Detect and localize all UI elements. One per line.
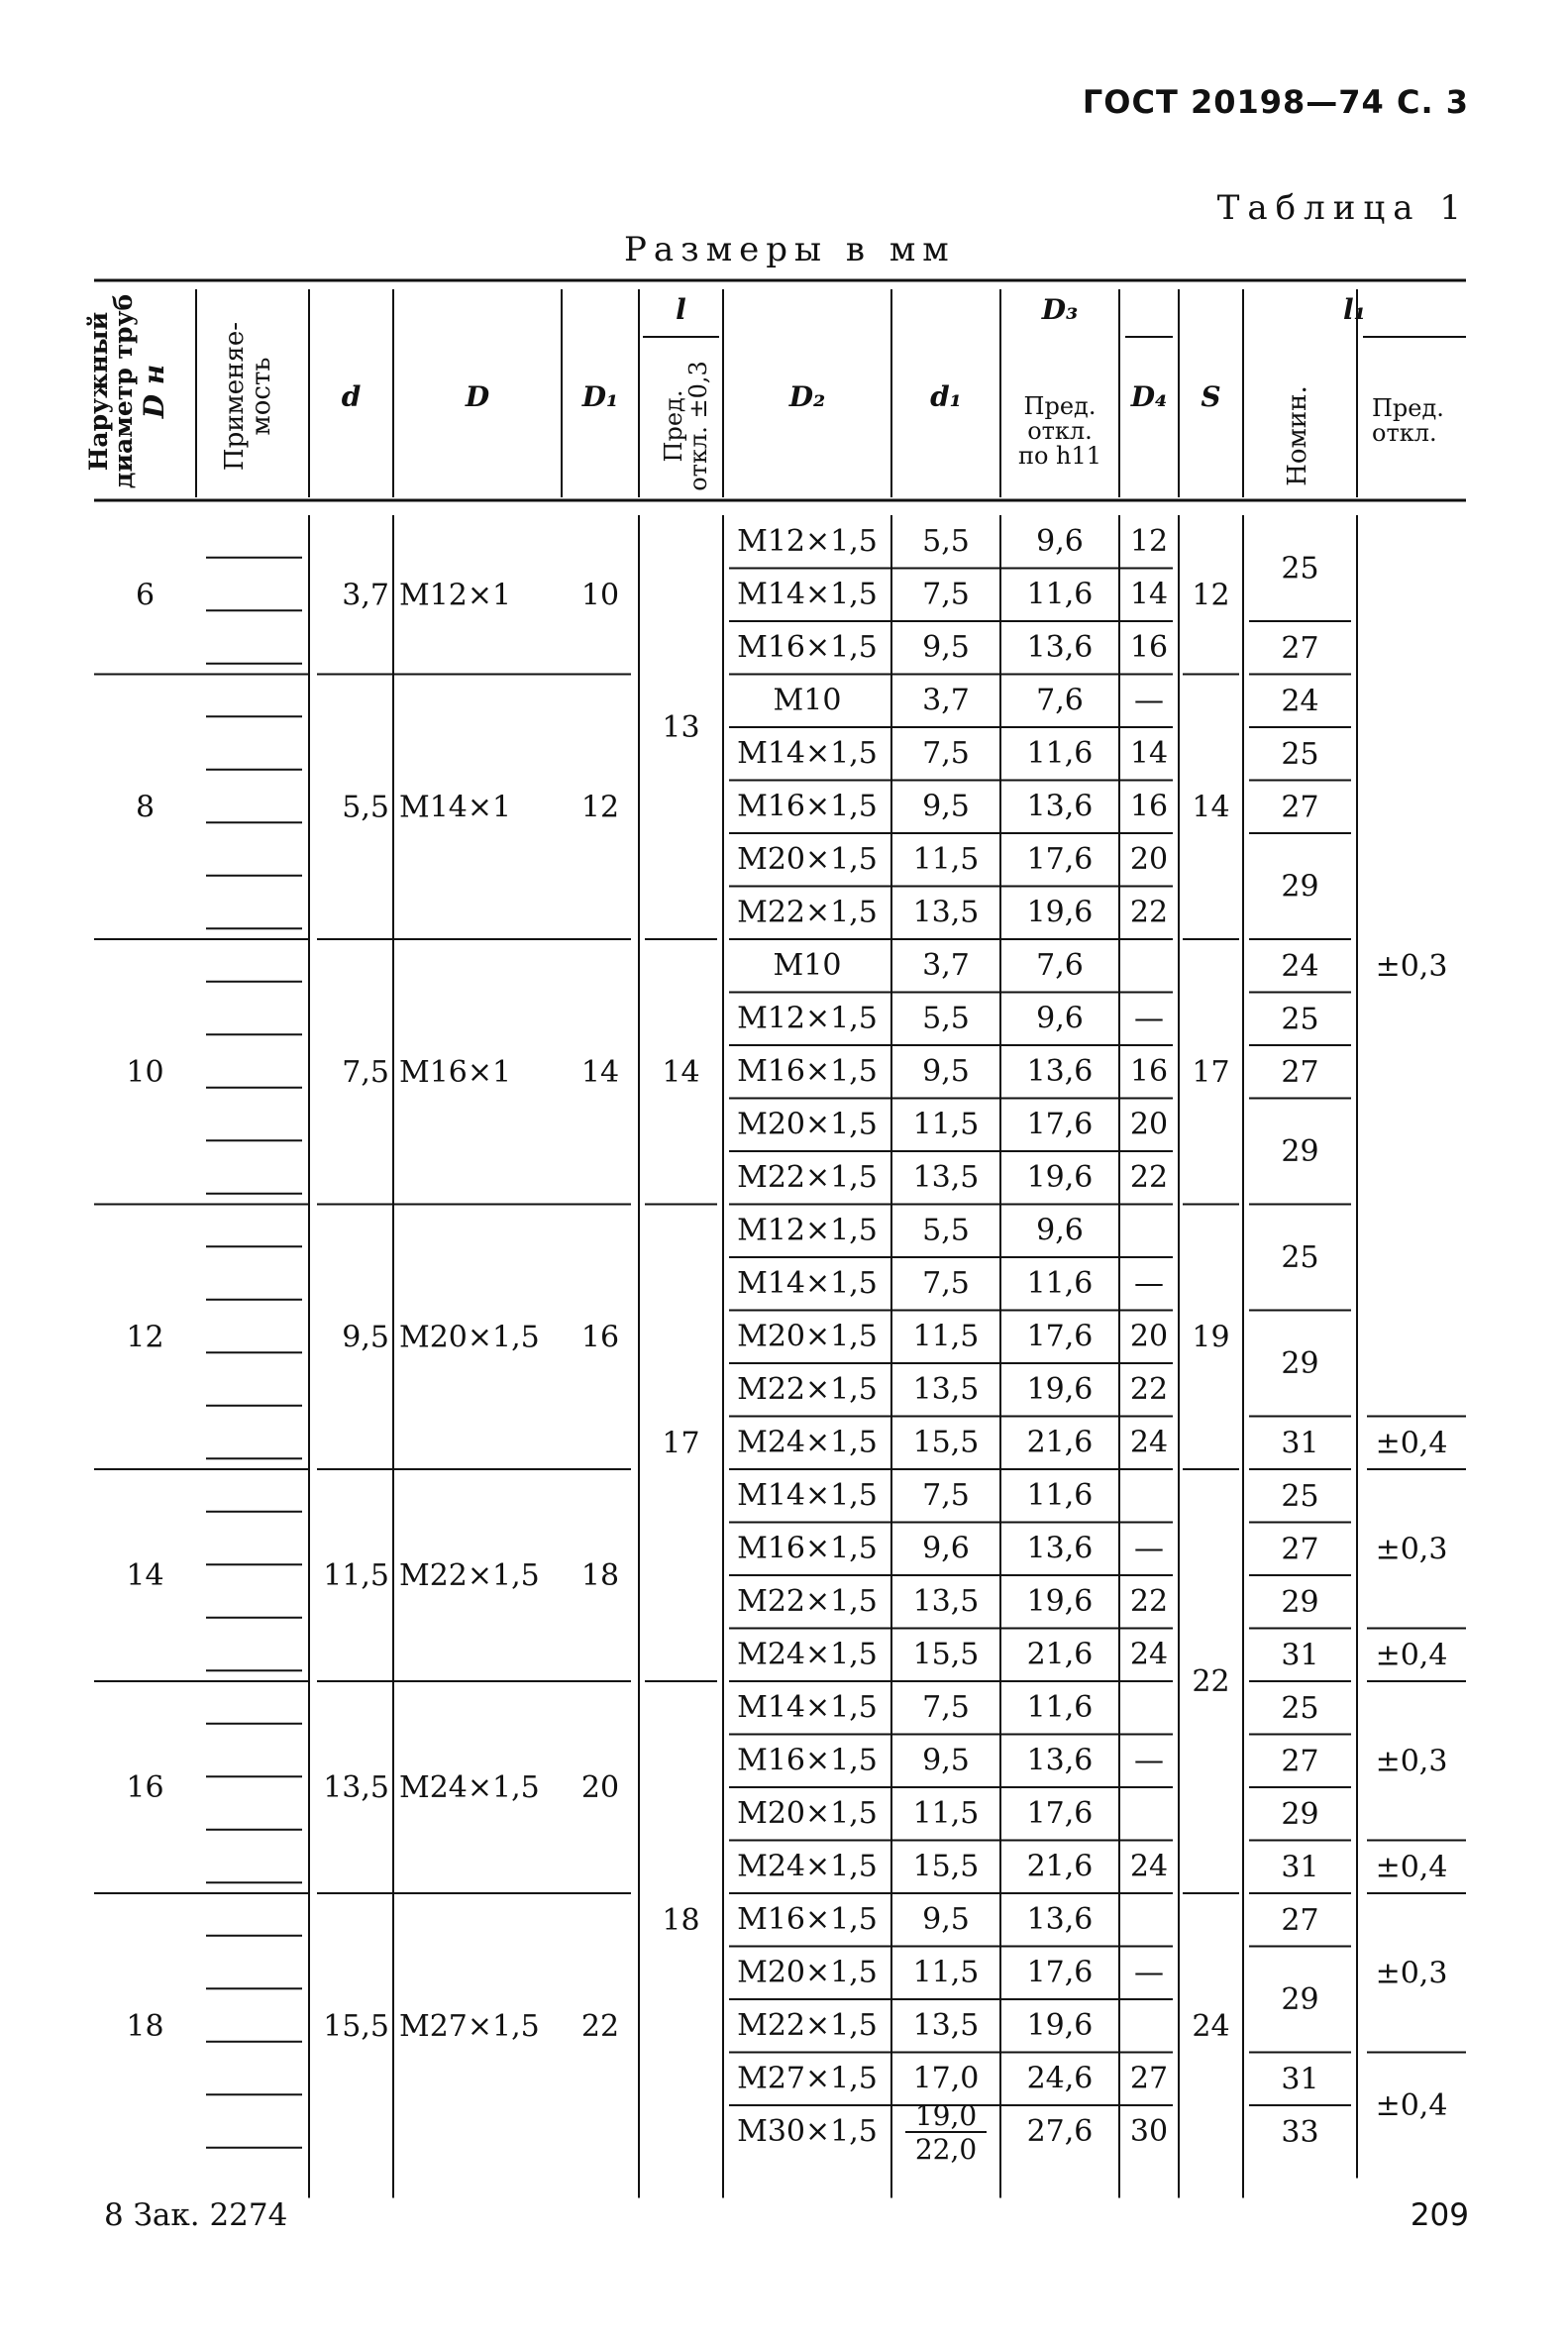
d1-value: 15,5: [912, 1425, 980, 1460]
d1-value: 15,5: [912, 1849, 980, 1884]
dn-value: 16: [126, 1770, 164, 1805]
d1-value-alt: 22,0: [914, 2133, 978, 2166]
header-l1-tolerance: откл.: [1372, 419, 1437, 447]
s-value: 22: [1192, 1664, 1230, 1699]
l1-nominal-value: 29: [1281, 1346, 1319, 1381]
D4-value: 22: [1129, 1372, 1169, 1407]
header-D: D: [465, 380, 490, 413]
d-value: 15,5: [323, 2008, 389, 2044]
s-value: 19: [1192, 1320, 1230, 1355]
D3-value: 7,6: [1036, 948, 1084, 983]
d-value: 5,5: [342, 790, 389, 825]
l-value: 13: [662, 710, 700, 745]
dn-value: 6: [135, 578, 156, 613]
D3-value: 17,6: [1026, 1107, 1094, 1142]
header-dn: диаметр труб: [109, 293, 138, 489]
D2-value: M10: [773, 948, 842, 983]
l1-nominal-value: 31: [1281, 1850, 1319, 1885]
table-title: Таблица 1: [1216, 188, 1469, 228]
l1-nominal-value: 33: [1281, 2114, 1319, 2150]
d1-value: 9,6: [922, 1531, 970, 1566]
D3-value: 13,6: [1026, 1902, 1094, 1937]
l1-nominal-value: 25: [1281, 1240, 1319, 1275]
l1-nominal-value: 27: [1281, 790, 1319, 825]
D2-value: M14×1,5: [737, 1478, 878, 1513]
d1-value: 3,7: [922, 683, 970, 718]
D4-value: 14: [1129, 736, 1169, 771]
d-value: 11,5: [323, 1558, 389, 1593]
dn-value: 12: [126, 1320, 164, 1355]
D4-value: 12: [1129, 524, 1169, 559]
l-value: 18: [662, 1902, 700, 1938]
D4-value: 16: [1129, 630, 1169, 665]
D2-value: M12×1,5: [737, 1213, 878, 1248]
D2-value: M22×1,5: [737, 895, 878, 930]
D3-value: 19,6: [1026, 1584, 1094, 1619]
l1-nominal-value: 29: [1281, 869, 1319, 905]
document-reference: ГОСТ 20198—74 С. 3: [1082, 83, 1469, 121]
header-D4: D₄: [1130, 380, 1168, 413]
D3-value: 13,6: [1026, 1531, 1094, 1566]
header-l-tolerance: откл. ±0,3: [684, 361, 712, 491]
D3-value: 17,6: [1026, 1796, 1094, 1831]
d1-value: 11,5: [912, 1955, 980, 1990]
D3-value: 17,6: [1026, 1955, 1094, 1990]
D3-value: 13,6: [1026, 630, 1094, 665]
d1-value: 13,5: [912, 1372, 980, 1407]
D2-value: M30×1,5: [737, 2114, 878, 2149]
D2-value: M22×1,5: [737, 1372, 878, 1407]
D2-value: M20×1,5: [737, 1319, 878, 1354]
d1-value: 9,5: [922, 1902, 970, 1937]
d1-value: 9,5: [922, 789, 970, 824]
l1-nominal-value: 25: [1281, 1478, 1319, 1514]
d-value: 13,5: [323, 1770, 389, 1805]
D1-value: 20: [580, 1770, 620, 1805]
d1-value: 7,5: [922, 577, 970, 612]
D2-value: M20×1,5: [737, 1796, 878, 1831]
l1-nominal-value: 27: [1281, 1902, 1319, 1938]
header-D2: D₂: [788, 380, 826, 413]
D4-value: 24: [1129, 1637, 1169, 1672]
header-l1-tolerance: Пред.: [1372, 394, 1444, 422]
D-value: M20×1,5: [399, 1320, 540, 1355]
D3-value: 13,6: [1026, 1054, 1094, 1089]
l1-nominal-value: 31: [1281, 1638, 1319, 1673]
D-value: M12×1: [399, 578, 512, 613]
d-value: 3,7: [342, 578, 389, 613]
header-applicability: Применяе-: [220, 321, 250, 472]
l1-tolerance-value: ±0,3: [1375, 1956, 1448, 1991]
D3-value: 11,6: [1026, 577, 1094, 612]
D1-value: 10: [580, 578, 620, 613]
header-D3: D₃: [1041, 293, 1079, 326]
D4-value: 24: [1129, 1425, 1169, 1460]
header-dn: D н: [138, 364, 170, 419]
d1-value: 9,5: [922, 1743, 970, 1778]
D4-value: 22: [1129, 895, 1169, 930]
D3-value: 9,6: [1036, 524, 1084, 559]
D3-value: 13,6: [1026, 1743, 1094, 1778]
l1-nominal-value: 27: [1281, 630, 1319, 666]
D-value: M14×1: [399, 790, 512, 825]
header-d: d: [341, 380, 362, 413]
d1-value: 7,5: [922, 736, 970, 771]
order-number: 8 Зак. 2274: [104, 2197, 288, 2233]
D2-value: M16×1,5: [737, 1054, 878, 1089]
d1-value: 15,5: [912, 1637, 980, 1672]
d1-value: 3,7: [922, 948, 970, 983]
D2-value: M22×1,5: [737, 1584, 878, 1619]
D4-value: 20: [1129, 1319, 1169, 1354]
d1-value: 13,5: [912, 1160, 980, 1195]
d1-value: 17,0: [912, 2061, 980, 2096]
l1-nominal-value: 29: [1281, 1584, 1319, 1620]
page-number: 209: [1410, 2197, 1469, 2233]
s-value: 12: [1192, 578, 1230, 613]
header-applicability: мость: [247, 357, 276, 436]
D4-value: 27: [1129, 2061, 1169, 2096]
D4-value: 20: [1129, 1107, 1169, 1142]
l1-nominal-value: 25: [1281, 1002, 1319, 1037]
D2-value: M12×1,5: [737, 524, 878, 559]
D-value: M22×1,5: [399, 1558, 540, 1593]
header-l1: l₁: [1343, 293, 1366, 326]
d1-value: 5,5: [922, 1213, 970, 1248]
D2-value: M10: [773, 683, 842, 718]
D3-value: 9,6: [1036, 1001, 1084, 1036]
d1-value: 11,5: [912, 1107, 980, 1142]
l1-tolerance-value: ±0,4: [1375, 1638, 1448, 1673]
l1-nominal-value: 24: [1281, 684, 1319, 719]
d1-value: 9,5: [922, 1054, 970, 1089]
D4-value: 22: [1129, 1584, 1169, 1619]
l1-nominal-value: 24: [1281, 948, 1319, 984]
D2-value: M20×1,5: [737, 1107, 878, 1142]
D4-value: —: [1134, 1955, 1164, 1990]
D4-value: 20: [1129, 842, 1169, 877]
D3-value: 11,6: [1026, 1478, 1094, 1513]
D4-value: —: [1134, 1531, 1164, 1566]
l1-nominal-value: 31: [1281, 1426, 1319, 1461]
D4-value: 22: [1129, 1160, 1169, 1195]
D3-value: 11,6: [1026, 1690, 1094, 1725]
l1-tolerance-value: ±0,4: [1375, 1850, 1448, 1885]
D2-value: M14×1,5: [737, 577, 878, 612]
D2-value: M16×1,5: [737, 1743, 878, 1778]
D2-value: M20×1,5: [737, 1955, 878, 1990]
s-value: 14: [1192, 790, 1230, 825]
d1-value: 11,5: [912, 1796, 980, 1831]
d1-value: 7,5: [922, 1690, 970, 1725]
D2-value: M24×1,5: [737, 1849, 878, 1884]
D2-value: M22×1,5: [737, 1160, 878, 1195]
D2-value: M16×1,5: [737, 789, 878, 824]
D3-value: 19,6: [1026, 1160, 1094, 1195]
l1-nominal-value: 27: [1281, 1532, 1319, 1567]
d1-value: 19,0: [914, 2099, 978, 2132]
D3-value: 11,6: [1026, 736, 1094, 771]
D4-value: 16: [1129, 1054, 1169, 1089]
D3-value: 7,6: [1036, 683, 1084, 718]
D2-value: M16×1,5: [737, 1531, 878, 1566]
dn-value: 8: [135, 790, 156, 825]
D1-value: 14: [580, 1054, 620, 1090]
l1-nominal-value: 25: [1281, 736, 1319, 772]
D3-value: 24,6: [1026, 2061, 1094, 2096]
d-value: 9,5: [342, 1320, 389, 1355]
D-value: M24×1,5: [399, 1770, 540, 1805]
dn-value: 10: [126, 1054, 164, 1090]
D4-value: 24: [1129, 1849, 1169, 1884]
d1-value: 13,5: [912, 2008, 980, 2043]
D1-value: 18: [580, 1558, 620, 1593]
D3-value: 17,6: [1026, 1319, 1094, 1354]
l1-nominal-value: 29: [1281, 1796, 1319, 1832]
D4-value: 14: [1129, 577, 1169, 612]
D3-value: 19,6: [1026, 1372, 1094, 1407]
D3-value: 21,6: [1026, 1849, 1094, 1884]
l1-tolerance-value: ±0,3: [1375, 948, 1448, 984]
D3-value: 21,6: [1026, 1637, 1094, 1672]
D4-value: —: [1134, 1001, 1164, 1036]
d1-value: 13,5: [912, 895, 980, 930]
D2-value: M14×1,5: [737, 736, 878, 771]
d1-value: 5,5: [922, 1001, 970, 1036]
l-value: 14: [662, 1054, 700, 1090]
D2-value: M14×1,5: [737, 1266, 878, 1301]
D3-value: 9,6: [1036, 1213, 1084, 1248]
D1-value: 22: [580, 2008, 620, 2044]
D3-value: 11,6: [1026, 1266, 1094, 1301]
dn-value: 18: [126, 2008, 164, 2044]
d1-value: 11,5: [912, 842, 980, 877]
D3-value: 17,6: [1026, 842, 1094, 877]
header-l: l: [676, 293, 686, 326]
d1-value: 13,5: [912, 1584, 980, 1619]
header-D1: D₁: [581, 380, 619, 413]
d1-value: 7,5: [922, 1266, 970, 1301]
D1-value: 16: [580, 1320, 620, 1355]
l1-nominal-value: 31: [1281, 2062, 1319, 2097]
l1-nominal-value: 27: [1281, 1054, 1319, 1090]
l1-nominal-value: 25: [1281, 1690, 1319, 1726]
D4-value: —: [1134, 683, 1164, 718]
s-value: 17: [1192, 1054, 1230, 1090]
header-l1-nominal: Номин.: [1283, 385, 1312, 486]
header-S: S: [1201, 380, 1221, 413]
D2-value: M12×1,5: [737, 1001, 878, 1036]
D2-value: M24×1,5: [737, 1425, 878, 1460]
d1-value: 9,5: [922, 630, 970, 665]
l1-tolerance-value: ±0,3: [1375, 1744, 1448, 1779]
D2-value: M22×1,5: [737, 2008, 878, 2043]
d-value: 7,5: [342, 1054, 389, 1090]
header-dn: Наружный: [84, 311, 113, 472]
D2-value: M24×1,5: [737, 1637, 878, 1672]
l1-tolerance-value: ±0,4: [1375, 2088, 1448, 2123]
D3-value: 27,6: [1026, 2114, 1094, 2149]
header-D3-tolerance: Пред.: [1023, 392, 1097, 420]
D2-value: M14×1,5: [737, 1690, 878, 1725]
D2-value: M16×1,5: [737, 1902, 878, 1937]
l1-nominal-value: 29: [1281, 1982, 1319, 2017]
header-D3-tolerance: по h11: [1017, 442, 1102, 470]
D3-value: 19,6: [1026, 895, 1094, 930]
D4-value: 16: [1129, 789, 1169, 824]
D3-value: 19,6: [1026, 2008, 1094, 2043]
D2-value: M16×1,5: [737, 630, 878, 665]
D4-value: —: [1134, 1743, 1164, 1778]
D1-value: 12: [580, 790, 620, 825]
header-l-tolerance: Пред.: [660, 389, 687, 463]
header-D3-tolerance: откл.: [1027, 417, 1093, 445]
l1-tolerance-value: ±0,3: [1375, 1532, 1448, 1567]
d1-value: 5,5: [922, 524, 970, 559]
l1-tolerance-value: ±0,4: [1375, 1426, 1448, 1461]
D4-value: —: [1134, 1266, 1164, 1301]
D3-value: 21,6: [1026, 1425, 1094, 1460]
l1-nominal-value: 25: [1281, 551, 1319, 587]
l-value: 17: [662, 1426, 700, 1461]
D2-value: M27×1,5: [737, 2061, 878, 2096]
D-value: M16×1: [399, 1054, 512, 1090]
d1-value: 7,5: [922, 1478, 970, 1513]
D2-value: M20×1,5: [737, 842, 878, 877]
D3-value: 13,6: [1026, 789, 1094, 824]
l1-nominal-value: 29: [1281, 1134, 1319, 1169]
s-value: 24: [1192, 2008, 1230, 2044]
D4-value: 30: [1129, 2114, 1169, 2149]
dn-value: 14: [126, 1558, 164, 1593]
l1-nominal-value: 27: [1281, 1744, 1319, 1779]
D-value: M27×1,5: [399, 2008, 540, 2044]
units-caption: Размеры в мм: [624, 230, 956, 269]
header-d1: d₁: [930, 380, 962, 413]
d1-value: 11,5: [912, 1319, 980, 1354]
